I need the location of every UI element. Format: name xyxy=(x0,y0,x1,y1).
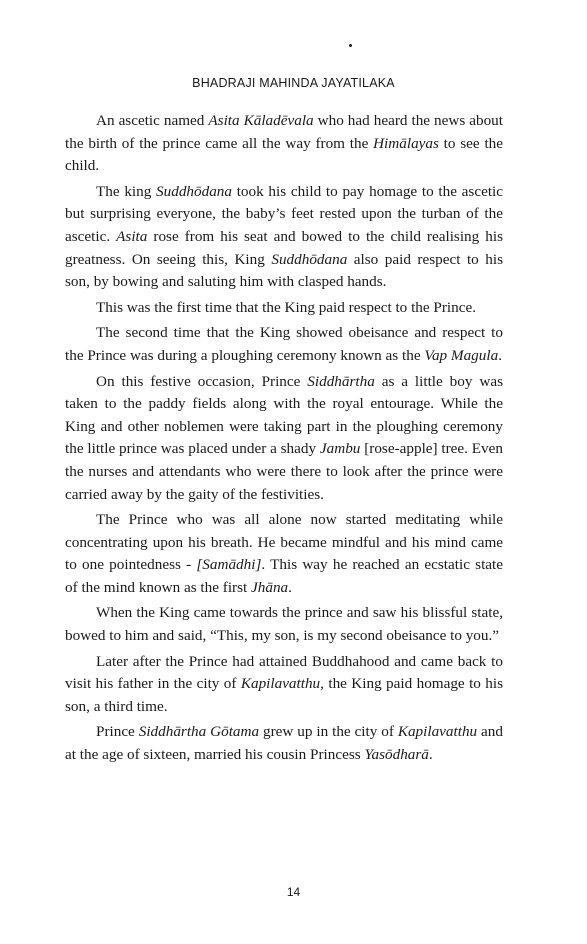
text-run: also paid respect to his son, by bowing and saluting him with clasped hands. xyxy=(65,250,503,291)
text-run: . xyxy=(288,578,292,596)
italic-term: Siddhārtha xyxy=(307,372,375,390)
text-run: grew up in the city of xyxy=(259,723,398,741)
italic-term: [Samādhi] xyxy=(196,556,262,574)
italic-term: Yasōdharā xyxy=(364,746,429,764)
text-run: On this festive occasion, Prince xyxy=(96,372,308,390)
paragraph xyxy=(65,110,503,178)
italic-term: Jambu xyxy=(319,440,361,458)
ink-speck xyxy=(349,44,352,47)
paragraph xyxy=(65,721,503,766)
paragraph xyxy=(65,371,503,507)
text-run: When the King came towards the prince and saw his blissful state, bowed to him and said, “This, my son, is my second obeisance to you.” xyxy=(65,604,503,645)
text-run: to see the child. xyxy=(65,134,503,175)
italic-term: Siddhārtha Gōtama xyxy=(138,723,260,741)
text-run: , the King paid homage to his son, a third time. xyxy=(65,675,503,715)
paragraph xyxy=(65,297,503,320)
paragraph xyxy=(65,181,503,294)
text-run: An ascetic named xyxy=(96,112,209,129)
running-head: BHADRAJI MAHINDA JAYATILAKA xyxy=(192,76,395,90)
text-run: The second time that the King showed obeisance and respect to the Prince was during a ploughing ceremony known as the xyxy=(65,324,503,364)
italic-term: Asita xyxy=(116,227,148,245)
text-run: The Prince who was all alone now started meditating while concentrating upon his breath. He became mindful and his mind came to one pointedness - xyxy=(65,511,503,574)
text-run: and at the age of sixteen, married his cousin Princess xyxy=(65,723,503,764)
text-run: Prince xyxy=(96,723,139,741)
text-run: took his child to pay homage to the ascetic but surprising everyone, the baby’s feet rested upon the turban of the ascetic. xyxy=(65,182,503,245)
italic-term: Vap Magula xyxy=(424,346,499,364)
text-run: This was the first time that the King paid respect to the Prince. xyxy=(96,298,477,316)
text-run: rose from his seat and bowed to the child realising his greatness. On seeing this, King xyxy=(65,227,503,268)
body-text xyxy=(65,110,503,770)
italic-term: Suddhōdana xyxy=(271,250,348,268)
text-run: . xyxy=(428,746,433,764)
text-run: who had heard the news about the birth of the prince came all the way from the xyxy=(65,112,503,152)
italic-term: Himālayas xyxy=(373,134,439,152)
paragraph xyxy=(65,509,503,599)
text-run: . This way he reached an ecstatic state of the mind known as the first xyxy=(65,556,503,596)
paragraph xyxy=(65,602,503,647)
text-run: Later after the Prince had attained Buddhahood and came back to visit his father in the city of xyxy=(65,652,503,693)
text-run: [rose-apple] tree. Even the nurses and attendants who were there to look after the prince were carried away by the gaity of the festivities. xyxy=(65,440,503,503)
paragraph xyxy=(65,651,503,719)
italic-term: Jhāna xyxy=(251,578,289,596)
page-number: 14 xyxy=(286,885,301,899)
italic-term: Kapilavatthu xyxy=(397,723,478,741)
italic-term: Asita Kāladēvala xyxy=(208,112,314,129)
text-run: as a little boy was taken to the paddy fields along with the royal entourage. While the King and other noblemen were taking part in the ploughing ceremony the little prince was placed under a shady xyxy=(65,372,503,458)
paragraph xyxy=(65,322,503,367)
text-run: The king xyxy=(96,182,157,200)
italic-term: Kapilavatthu xyxy=(240,675,321,693)
text-run: . xyxy=(498,346,502,364)
italic-term: Suddhōdana xyxy=(156,182,232,200)
